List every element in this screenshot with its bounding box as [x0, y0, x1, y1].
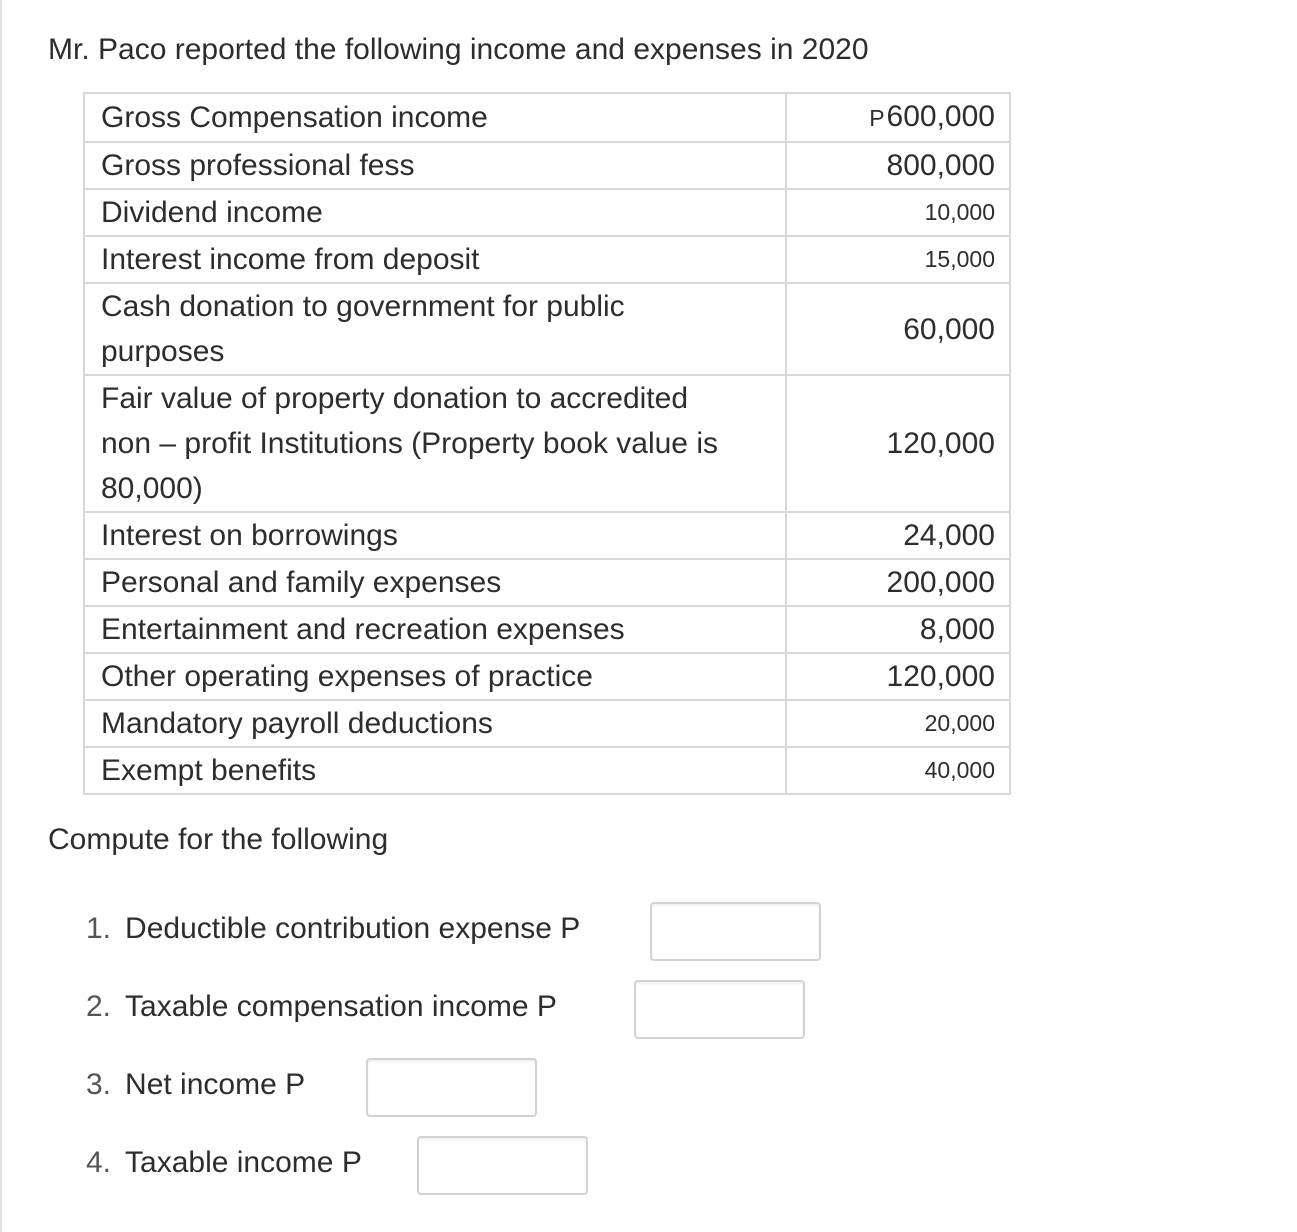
taxable-income-input[interactable] — [417, 1136, 588, 1195]
question-number: 1. — [86, 912, 112, 945]
row-label: Mandatory payroll deductions — [84, 700, 786, 747]
question-text: Taxable income P — [125, 1146, 362, 1179]
row-label: Entertainment and recreation expenses — [84, 606, 786, 653]
row-amount: 24,000 — [786, 512, 1010, 559]
row-label: Cash donation to government for public purposes — [84, 283, 786, 375]
table-row — [84, 375, 1010, 512]
row-label: Fair value of property donation to accredited non – profit Institutions (Property book value is 80,000) — [84, 375, 786, 512]
row-amount: 20,000 — [786, 700, 1010, 747]
row-label: Dividend income — [84, 189, 786, 236]
row-label: Gross Compensation income — [84, 93, 786, 142]
table-row — [84, 512, 1010, 559]
problem-heading: Mr. Paco reported the following income and expenses in 2020 — [48, 33, 869, 66]
table-row — [84, 606, 1010, 653]
question-text: Taxable compensation income P — [125, 990, 557, 1023]
question-number: 3. — [86, 1068, 112, 1101]
table-row — [84, 747, 1010, 794]
table-row — [84, 189, 1010, 236]
deductible-contribution-input[interactable] — [650, 902, 821, 961]
table-row — [84, 236, 1010, 283]
row-amount: P600,000 — [786, 93, 1010, 142]
currency-symbol: P — [869, 105, 885, 131]
question-3 — [86, 1065, 305, 1105]
question-1 — [86, 909, 580, 949]
row-amount: 120,000 — [786, 375, 1010, 512]
row-amount: 120,000 — [786, 653, 1010, 700]
question-text: Deductible contribution expense P — [125, 912, 581, 945]
table-row — [84, 283, 1010, 375]
row-amount: 40,000 — [786, 747, 1010, 794]
row-amount: 15,000 — [786, 236, 1010, 283]
question-4 — [86, 1143, 362, 1183]
table-row — [84, 700, 1010, 747]
question-text: Net income P — [125, 1068, 306, 1101]
compute-heading: Compute for the following — [48, 823, 389, 856]
row-amount: 800,000 — [786, 142, 1010, 189]
table-row — [84, 653, 1010, 700]
taxable-compensation-input[interactable] — [634, 980, 805, 1039]
table-row — [84, 142, 1010, 189]
question-2 — [86, 987, 557, 1027]
net-income-input[interactable] — [366, 1058, 537, 1117]
question-number: 2. — [86, 990, 112, 1023]
row-label: Other operating expenses of practice — [84, 653, 786, 700]
row-label: Exempt benefits — [84, 747, 786, 794]
table-row — [84, 93, 1010, 142]
row-amount: 200,000 — [786, 559, 1010, 606]
row-label: Personal and family expenses — [84, 559, 786, 606]
question-number: 4. — [86, 1146, 112, 1179]
row-amount: 8,000 — [786, 606, 1010, 653]
row-amount: 10,000 — [786, 189, 1010, 236]
income-expense-table — [83, 92, 1011, 795]
table-row — [84, 559, 1010, 606]
row-label: Interest on borrowings — [84, 512, 786, 559]
row-label: Gross professional fess — [84, 142, 786, 189]
left-border — [0, 0, 2, 1232]
row-amount: 60,000 — [786, 283, 1010, 375]
row-label: Interest income from deposit — [84, 236, 786, 283]
